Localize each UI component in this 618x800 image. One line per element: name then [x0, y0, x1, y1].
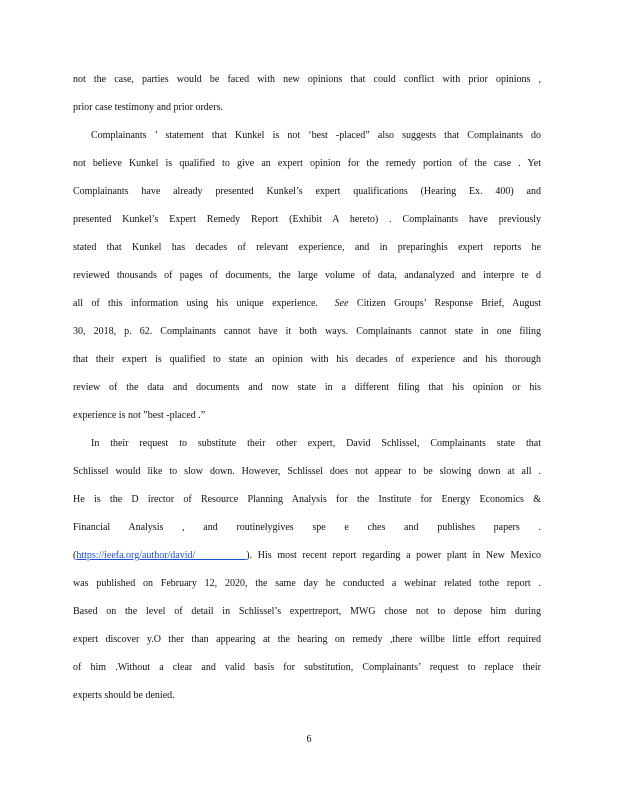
text-line: experts should be denied. — [73, 690, 175, 701]
text-line: Based on the level of detail in Schlissel’s expertreport, MWG chose not to depose him during — [73, 606, 541, 617]
text-line: Financial Analysis , and routinelygives spe e ches and publishes papers . — [73, 522, 541, 533]
text-line: was published on February 12, 2020, the same day he conducted a webinar related tothe report . — [73, 578, 541, 589]
text-line: Schlissel would like to slow down. However, Schlissel does not appear to be slowing down at all . — [73, 466, 541, 477]
text-line: 30, 2018, p. 62. Complainants cannot have it both ways. Complainants cannot state in one filing — [73, 326, 541, 337]
text-line: Complainants ’ statement that Kunkel is not ‘best -placed” also suggests that Complainants do — [91, 130, 541, 141]
text-line: expert discover y.O ther than appearing at the hearing on remedy ,there willbe little effort required — [73, 634, 541, 645]
text-line: that their expert is qualified to state an opinion with his decades of experience and his thorough — [73, 354, 541, 365]
text-line — [73, 297, 541, 311]
text-segment: all of this information using his unique experience. — [73, 298, 318, 309]
text-line: reviewed thousands of pages of documents, the large volume of data, andanalyzed and interpre te d — [73, 270, 541, 281]
text-line: presented Kunkel’s Expert Remedy Report (Exhibit A hereto) . Complainants have previously — [73, 214, 541, 225]
text-line: In their request to substitute their other expert, David Schlissel, Complainants state that — [91, 438, 541, 449]
text-line — [73, 549, 541, 563]
page-number: 6 — [306, 734, 312, 745]
text-line: stated that Kunkel has decades of relevant experience, and in preparinghis expert reports he — [73, 242, 541, 253]
text-line: review of the data and documents and now state in a different filing that his opinion or his — [73, 382, 541, 393]
text-segment: ). His most recent report regarding a power plant in New Mexico — [246, 550, 541, 561]
text-line: prior case testimony and prior orders. — [73, 102, 223, 113]
text-line: not the case, parties would be faced with new opinions that could conflict with prior opinions , — [73, 74, 541, 85]
text-line: experience is not ”best -placed .” — [73, 410, 206, 421]
ieefa-author-link[interactable]: https://ieefa.org/author/david/ — [76, 550, 196, 561]
text-line: He is the D irector of Resource Planning Analysis for the Institute for Energy Economics & — [73, 494, 541, 505]
text-line: Complainants have already presented Kunkel’s expert qualifications (Hearing Ex. 400) and — [73, 186, 541, 197]
paren-open: ( — [73, 550, 77, 561]
link-underline-gap — [195, 550, 246, 561]
text-line: not believe Kunkel is qualified to give an expert opinion for the remedy portion of the case . Yet — [73, 158, 541, 169]
text-segment: Citizen Groups’ Response Brief, August — [356, 298, 541, 309]
see-signal: See — [334, 298, 349, 309]
text-line: of him .Without a clear and valid basis for substitution, Complainants’ request to replace their — [73, 662, 541, 673]
